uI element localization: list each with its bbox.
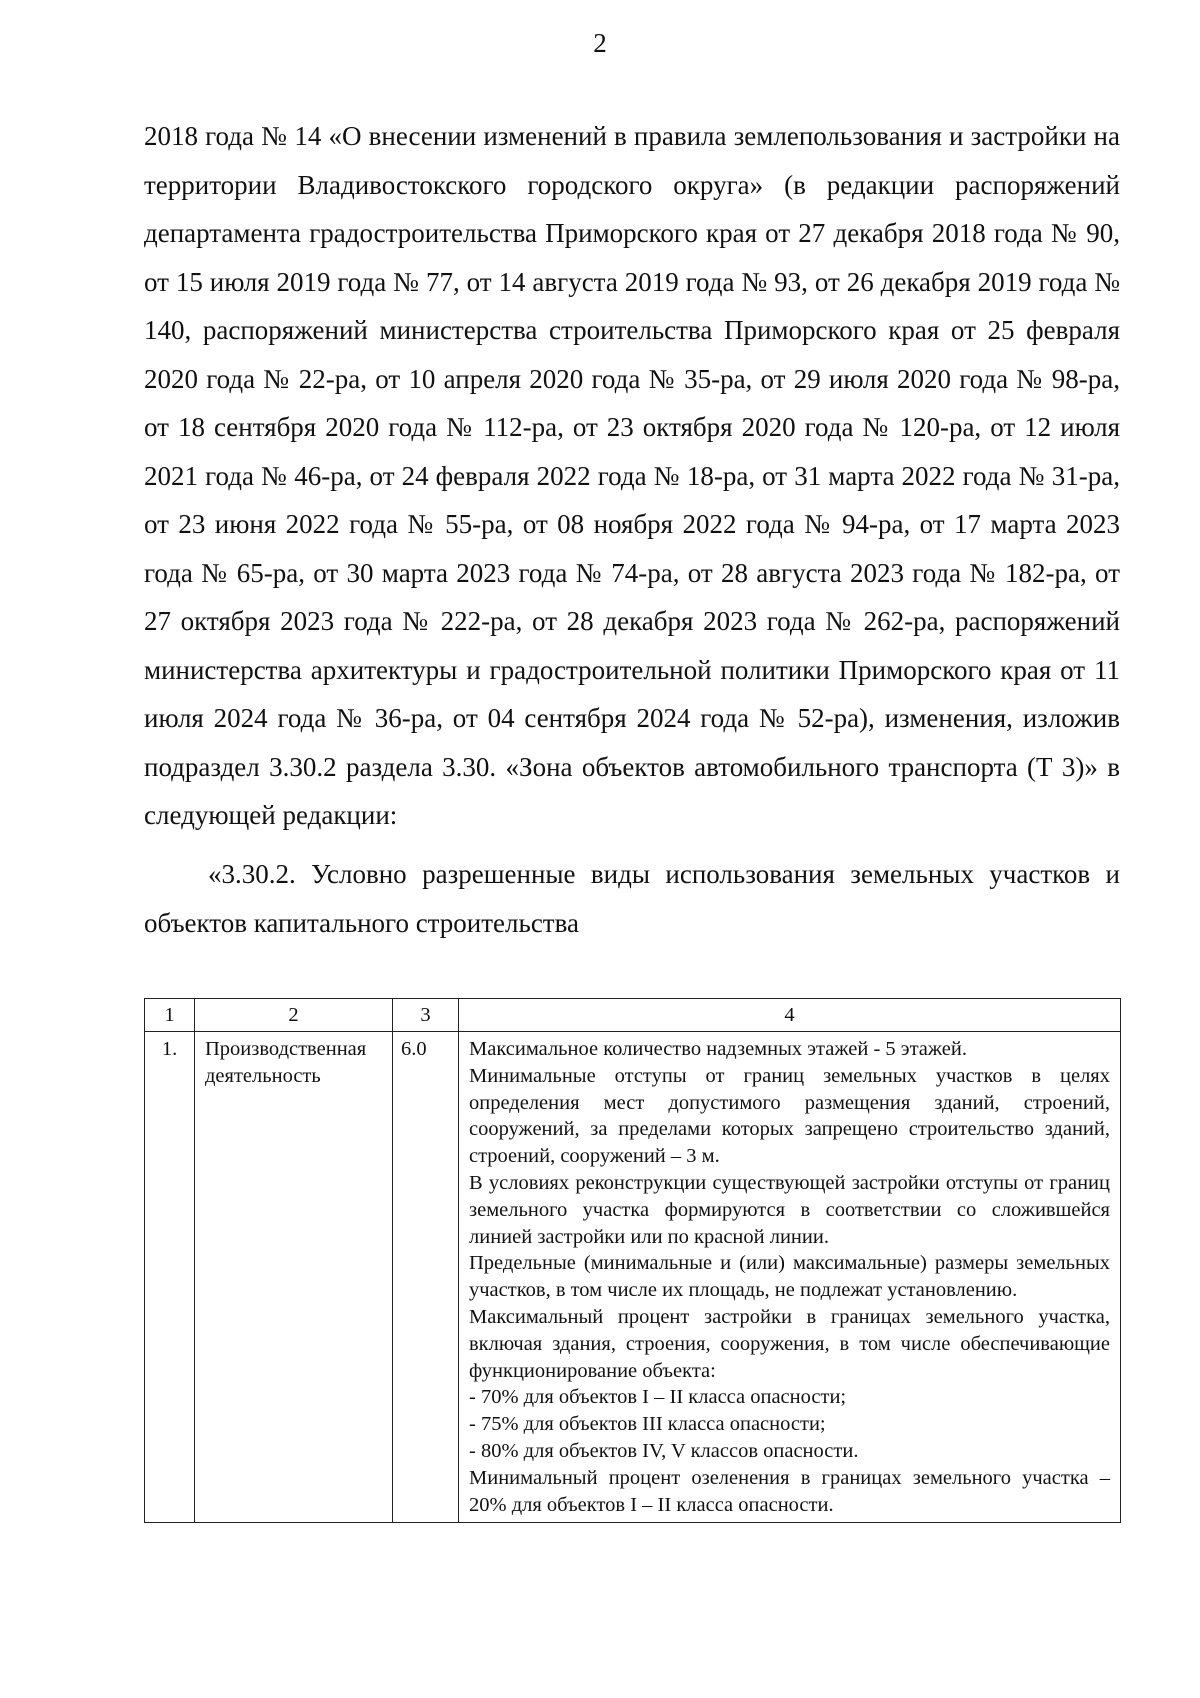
table-row bbox=[145, 1032, 1121, 1523]
column-header: 1 bbox=[145, 999, 195, 1032]
row-number: 1. bbox=[145, 1032, 195, 1523]
page-number: 2 bbox=[593, 28, 607, 58]
param-coverage-class-4-5: - 80% для объектов IV, V классов опасности. bbox=[469, 1439, 859, 1462]
param-coverage-class-1-2: - 70% для объектов I – II класса опасности; bbox=[469, 1386, 847, 1409]
column-header: 2 bbox=[195, 999, 393, 1032]
use-type-name: Производственная деятельность bbox=[195, 1032, 393, 1523]
param-max-coverage: Максимальный процент застройки в границах земельного участка, включая здания, строения, сооружения, в том числе обеспечивающие функционирование объекта: bbox=[469, 1305, 1110, 1382]
table-header-row bbox=[145, 999, 1121, 1032]
param-min-setbacks: Минимальные отступы от границ земельных участков в целях определения мест допустимого размещения зданий, строений, сооружений, за пределами которых запрещено строительство зданий, строений, сооружений – 3 м. bbox=[469, 1064, 1110, 1168]
param-min-greenery: Минимальный процент озеленения в границах земельного участка – 20% для объектов I – II класса опасности. bbox=[469, 1466, 1110, 1516]
use-parameters bbox=[459, 1032, 1121, 1523]
amendment-paragraph: 2018 года № 14 «О внесении изменений в правила землепользования и застройки на территории Владивостокского городского округа» (в редакции распоряжений департамента градостроительства Приморского края от 27 декабря 2018 года № 90, от 15 июля 2019 года № 77, от 14 августа 2019 года № 93, от 26 декабря 2019 года № 140, распоряжений министерства строительства Приморского края от 25 февраля 2020 года № 22-ра, от 10 апреля 2020 года № 35-ра, от 29 июля 2020 года № 98-ра, от 18 сентября 2020 года № 112-ра, от 23 октября 2020 года № 120-ра, от 12 июля 2021 года № 46-ра, от 24 февраля 2022 года № 18-ра, от 31 марта 2022 года № 31-ра, от 23 июня 2022 года № 55-ра, от 08 ноября 2022 года № 94-ра, от 17 марта 2023 года № 65-ра, от 30 марта 2023 года № 74-ра, от 28 августа 2023 года № 182-ра, от 27 октября 2023 года № 222-ра, от 28 декабря 2023 года № 262-ра, распоряжений министерства архитектуры и градостроительной политики Приморского края от 11 июля 2024 года № 36-ра, от 04 сентября 2024 года № 52-ра), изменения, изложив подраздел 3.30.2 раздела 3.30. «Зона объектов автомобильного транспорта (Т 3)» в следующей редакции: bbox=[144, 121, 1120, 830]
param-reconstruction-setbacks: В условиях реконструкции существующей застройки отступы от границ земельного участка формируются в соответствии со сложившейся линией застройки или по красной линии. bbox=[469, 1171, 1110, 1248]
column-header: 4 bbox=[459, 999, 1121, 1032]
body-paragraph bbox=[144, 112, 1120, 840]
permitted-use-table bbox=[144, 998, 1121, 1523]
subsection-heading: «3.30.2. Условно разрешенные виды использования земельных участков и объектов капитального строительства bbox=[144, 859, 1120, 938]
param-plot-size: Предельные (минимальные и (или) максимальные) размеры земельных участков, в том числе их площадь, не подлежат установлению. bbox=[469, 1252, 1110, 1302]
param-coverage-class-3: - 75% для объектов III класса опасности; bbox=[469, 1413, 826, 1436]
param-max-floors: Максимальное количество надземных этажей - 5 этажей. bbox=[469, 1038, 967, 1060]
column-header: 3 bbox=[393, 999, 459, 1032]
use-type-code: 6.0 bbox=[393, 1032, 459, 1523]
